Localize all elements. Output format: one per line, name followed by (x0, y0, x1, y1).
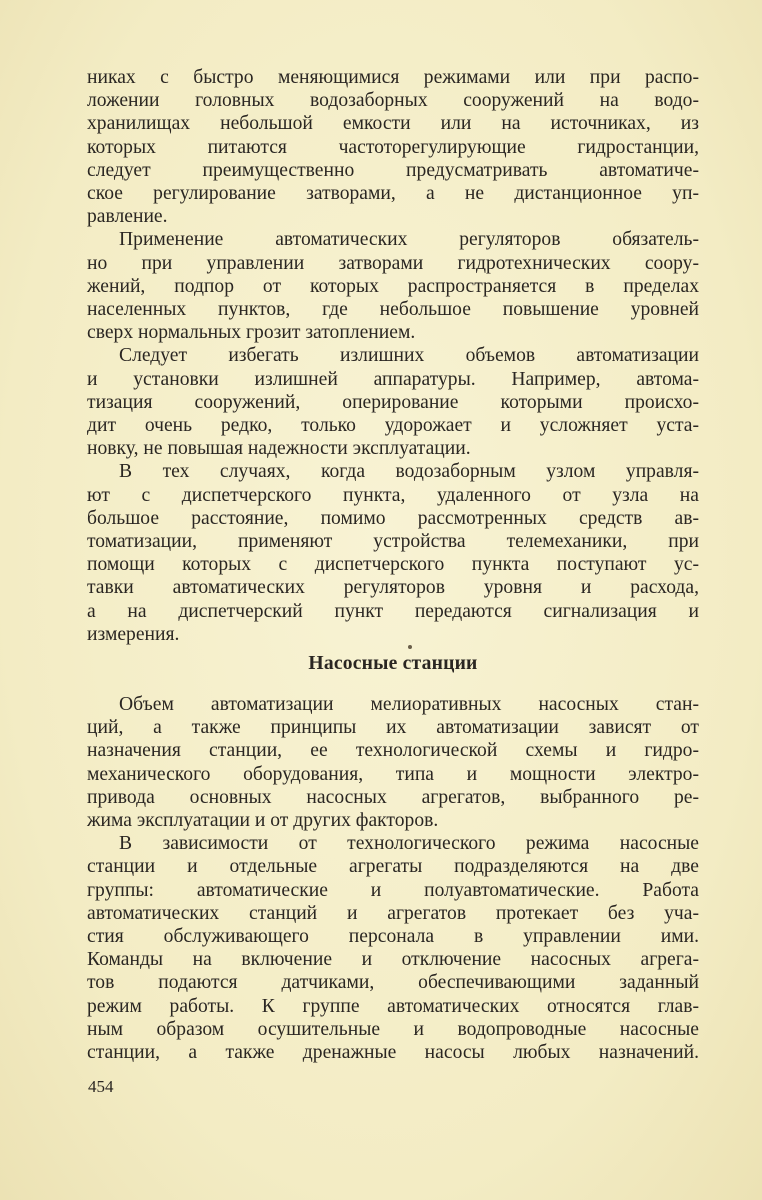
text-line: равление. (87, 206, 168, 228)
text-line: помощи которых с диспетчерского пункта поступают ус- (87, 554, 699, 576)
text-line: сверх нормальных грозит затоплением. (87, 322, 416, 344)
text-line: дит очень редко, только удорожает и усложняет уста- (87, 415, 699, 437)
text-line: измерения. (87, 623, 180, 645)
text-line: жений, подпор от которых распространяется в пределах (87, 275, 699, 297)
paragraph-gates-regulation (87, 66, 699, 228)
text-line: Команды на включение и отключение насосных агрега- (87, 949, 699, 971)
text-line: ций, а также принципы их автоматизации зависят от (87, 717, 699, 739)
text-line: населенных пунктов, где небольшое повышение уровней (87, 299, 699, 321)
paragraph-station-groups (87, 832, 699, 1064)
text-line: В зависимости от технологического режима насосные (119, 833, 699, 855)
text-line: Применение автоматических регуляторов обязатель- (119, 229, 699, 251)
text-line: Следует избегать излишних объемов автоматизации (119, 345, 699, 367)
paragraph-automatic-regulators (87, 228, 699, 344)
paragraph-automation-scope (87, 693, 699, 832)
paragraph-excess-automation (87, 344, 699, 460)
text-line: станции и отдельные агрегаты подразделяются на две (87, 856, 699, 878)
text-line: автоматических станций и агрегатов протекает без уча- (87, 902, 699, 924)
text-line: назначения станции, ее технологической схемы и гидро- (87, 740, 699, 762)
print-speck (408, 645, 412, 649)
text-line: ское регулирование затворами, а не дистанционное уп- (87, 183, 699, 205)
page-number: 454 (88, 1077, 114, 1096)
text-line: но при управлении затворами гидротехнических соору- (87, 252, 699, 274)
text-line: а на диспетчерский пункт передаются сигнализация и (87, 600, 699, 622)
text-line: которых питаются частоторегулирующие гидростанции, (87, 136, 699, 158)
text-line: привода основных насосных агрегатов, выбранного ре- (87, 786, 699, 808)
text-line: станции, а также дренажные насосы любых назначений. (87, 1042, 699, 1064)
text-line: ным образом осушительные и водопроводные насосные (87, 1018, 699, 1040)
text-line: хранилищах небольшой емкости или на источниках, из (87, 113, 699, 135)
text-line: стия обслуживающего персонала в управлении ими. (87, 926, 699, 948)
text-line: и установки излишней аппаратуры. Например, автома- (87, 368, 699, 390)
text-line: тизация сооружений, оперирование которыми происхо- (87, 391, 699, 413)
text-line: следует преимущественно предусматривать автоматиче- (87, 159, 699, 181)
text-line: ют с диспетчерского пункта, удаленного от узла на (87, 484, 699, 506)
text-line: жима эксплуатации и от других факторов. (87, 810, 439, 832)
text-line: ложении головных водозаборных сооружений на водо- (87, 90, 699, 112)
section-heading: Насосные станции (308, 653, 478, 674)
text-line: тавки автоматических регуляторов уровня и расхода, (87, 577, 699, 599)
text-section-pump-stations (87, 693, 699, 1064)
text-line: В тех случаях, когда водозаборным узлом управля- (119, 461, 699, 483)
text-line: новку, не повышая надежности эксплуатации. (87, 438, 471, 460)
text-line: большое расстояние, помимо рассмотренных средств ав- (87, 507, 699, 529)
text-line: механического оборудования, типа и мощности электро- (87, 763, 699, 785)
text-line: тов подаются датчиками, обеспечивающими заданный (87, 972, 699, 994)
text-line: Объем автоматизации мелиоративных насосных стан- (119, 694, 699, 715)
text-line: никах с быстро меняющимися режимами или при распо- (87, 67, 699, 88)
text-line: томатизации, применяют устройства телемеханики, при (87, 531, 699, 553)
text-section-gates (87, 66, 699, 646)
text-line: группы: автоматические и полуавтоматические. Работа (87, 879, 699, 901)
text-line: режим работы. К группе автоматических относятся глав- (87, 995, 699, 1017)
paragraph-telemechanics (87, 460, 699, 646)
